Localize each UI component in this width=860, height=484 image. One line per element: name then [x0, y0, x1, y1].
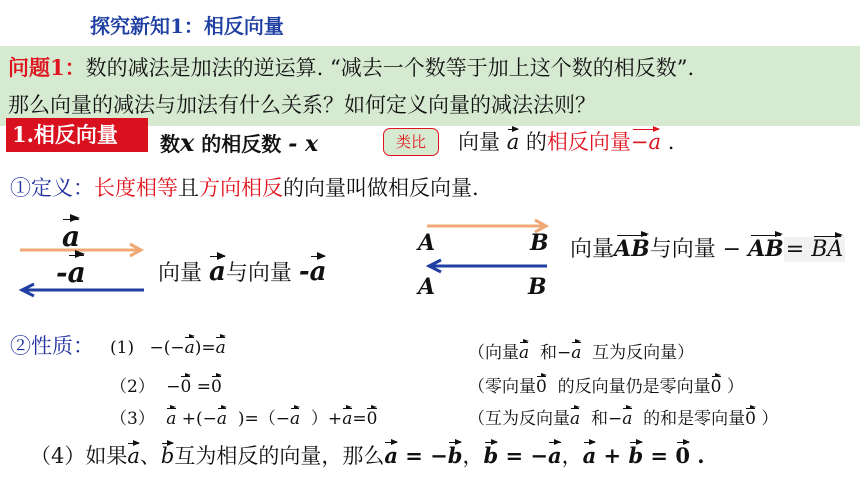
- definition-mid: 且: [178, 176, 199, 200]
- vec-a: a: [506, 130, 520, 154]
- property-3-formula: a +(−a )=（−a ）+a=0: [166, 409, 378, 429]
- item4-comma2: ，: [561, 444, 583, 468]
- definition-red-1: 长度相等: [94, 176, 178, 200]
- property-2-note: （零向量0 的反向量仍是零向量0 ）: [468, 377, 744, 397]
- property-1-formula: −(−a)=a: [149, 338, 226, 358]
- cap-prefix: 向量: [158, 261, 209, 286]
- ba-box: [784, 237, 846, 262]
- num-mid: 的相反数: [194, 132, 289, 156]
- property-3-note: （互为反向量a 和−a 的和是零向量0 ）: [468, 409, 779, 429]
- point-b-bottom: B: [528, 274, 547, 300]
- point-a-top: A: [418, 230, 436, 256]
- problem-line-1: [8, 52, 694, 82]
- section-heading: 1.相反向量: [6, 118, 148, 152]
- vector-opposite-text: [458, 126, 674, 156]
- property-1: [110, 338, 226, 358]
- vec-de: 的: [525, 130, 547, 154]
- ab-prefix: 向量: [570, 237, 615, 262]
- item4-prefix: （4）如果: [30, 444, 128, 468]
- label-neg-a-text: -a: [56, 256, 86, 289]
- cap-a: a: [209, 257, 226, 287]
- vec-red-label: 相反向量: [546, 130, 631, 154]
- property-4: [30, 440, 705, 470]
- num-neg: - x: [288, 131, 319, 157]
- num-prefix: 数: [160, 132, 180, 156]
- vector-caption: [158, 256, 327, 287]
- vec-end: .: [661, 130, 675, 154]
- cap-mid: 与向量: [225, 261, 299, 286]
- item4-eq1: a = −b: [384, 443, 463, 468]
- definition-label: ①定义：: [10, 176, 94, 200]
- label-a-text: a: [62, 220, 81, 253]
- item4-comma1: ，: [462, 444, 484, 468]
- page-title: 探究新知1：相反向量: [90, 14, 284, 38]
- item4-end: .: [689, 443, 705, 468]
- point-b-top: B: [530, 230, 549, 256]
- point-a-bottom: A: [418, 274, 436, 300]
- vec-prefix: 向量: [458, 130, 500, 154]
- cap-neg: -a: [298, 257, 327, 287]
- ab-eq: =: [785, 237, 812, 262]
- item4-b: b: [160, 444, 175, 468]
- ab-caption: [570, 232, 845, 263]
- ab-vec-2: AB: [748, 236, 784, 262]
- item4-mid: 互为相反的向量，那么: [174, 444, 385, 468]
- definition-suffix: 的向量叫做相反向量.: [283, 176, 479, 200]
- problem-text-1: 数的减法是加法的逆运算. “减去一个数等于加上这个数的相反数”.: [85, 56, 695, 80]
- ab-mid: 与向量 −: [649, 237, 749, 262]
- label-a: [62, 220, 80, 253]
- ba-vec: BA: [811, 237, 844, 262]
- property-1-num: (1): [110, 338, 135, 358]
- num-var: x: [180, 128, 195, 157]
- problem-line-2: 那么向量的减法与加法有什么关系？如何定义向量的减法法则？: [8, 93, 596, 117]
- item4-eq3: a + b = 0: [582, 443, 690, 468]
- analogy-badge: 类比: [383, 128, 439, 156]
- property-1-note: （向量a 和−a 互为反向量）: [468, 343, 695, 363]
- property-2-formula: −0 =0: [166, 377, 222, 397]
- item4-eq2: b = −a: [483, 443, 562, 468]
- property-2-num: （2）: [110, 377, 155, 397]
- label-neg-a: [56, 256, 86, 289]
- property-3-num: （3）: [110, 409, 155, 429]
- number-opposite-text: [160, 128, 318, 157]
- property-3: [110, 404, 377, 429]
- definition-red-2: 方向相反: [199, 176, 283, 200]
- properties-heading: ②性质：: [10, 334, 94, 358]
- problem-label: 问题1：: [8, 55, 86, 80]
- vec-neg-a: −a: [630, 130, 662, 154]
- item4-sep: 、: [139, 444, 161, 468]
- ab-vec: AB: [614, 236, 650, 262]
- property-2: [110, 372, 222, 397]
- definition-line: [10, 172, 479, 202]
- item4-a: a: [127, 444, 140, 468]
